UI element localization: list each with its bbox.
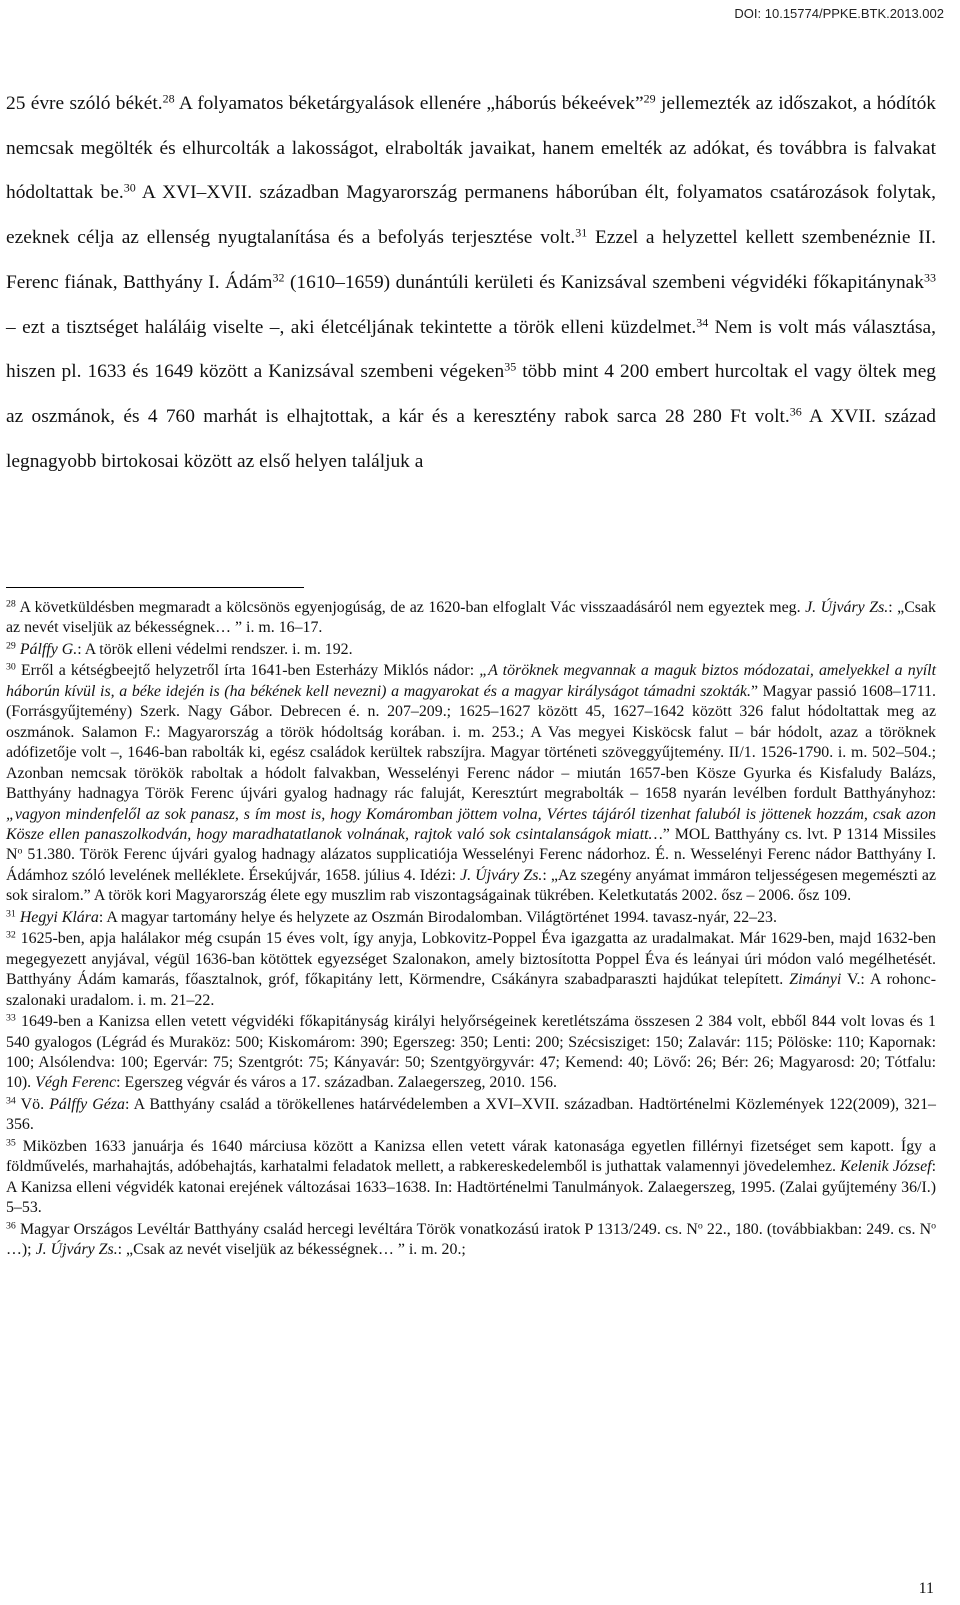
footnote	[6, 598, 936, 639]
text-run: : A magyar tartomány helye és helyzete az Oszmán Birodalomban. Világtörténet 1994. tavasz-nyár, 22–23.	[98, 908, 777, 926]
text-run: – ezt a tisztséget haláláig viselte –, aki életcéljának tekintette a török elleni küzdelmet.	[6, 316, 697, 338]
footnote-separator	[6, 587, 304, 588]
text-run: : „Az szegény anyámat immáron teljességesen megemészti az sok siralom.” A török kori Magyarország élete egy muszlim rab viszontagságainak tükrében. Keletkutatás 2002. ősz – 2006. ősz 109.	[6, 866, 937, 905]
text-run: 1625-ben, apja halálakor még csupán 15 éves volt, így anyja, Lobkovitz-Poppel Éva igazgatta az uradalmakat. Már 1629-ben, majd 1632-ben megegyezett anyjával, végül 1636-ban kötöttek egyezséget Szalonakon, amely biztosította Poppel Éva és leányai úri módon való megélhetését. Batthyány Ádám kamarás, főasztalnok, gróf, főkapitány lett, Körmendre, Csákányra szabadparaszti hajdúkat telepített.	[6, 930, 936, 989]
italic-text: Pálffy G.	[19, 640, 78, 658]
footnote-ref: 32	[6, 929, 16, 941]
footnote-ref: 28	[162, 91, 175, 106]
footnote	[6, 1137, 936, 1219]
text-run: : A Batthyány család a törökellenes határvédelemben a XVI–XVII. században. Hadtörténelmi Közlemények 122(2009), 321–356.	[6, 1095, 937, 1134]
footnote-ref: 30	[6, 661, 16, 673]
text-run: ” MOL Batthyány cs. lvt. P 1314 Missiles N	[6, 825, 936, 864]
text-run: A XVII. század legnagyobb birtokosai között az első helyen találjuk a	[6, 405, 936, 472]
text-run: 22., 180. (továbbiakban: 249. cs. N	[702, 1220, 932, 1238]
text-run: Erről a kétségbeejtő helyzetről írta 1641-ben Esterházy Miklós nádor:	[15, 662, 480, 680]
text-run: ” Magyar passió 1608–1711. (Forrásgyűjtemény) Szerk. Nagy Gábor. Debrecen é. n. 207–209.; 1625–1627 között 45, 1627–1642 között 326 falut hódoltattak meg az oszmánok. Salamon F.: Magyarország a török hódoltság korában. i. m. 253.; A Vas megyei Kisköcsk falut – bár hódolt, azaz a töröknek adófizetője volt –, 1646-ban rabolták ki, egész családok kerültek rabszíjra. Magyar történeti szöveggyűjtemény. II/1. 1526-1790. i. m. 502–504.; Azonban nemcsak törökök raboltak a hódolt falvakban, Wesselényi Ferenc nádor – miután 1657-ben Kösze Gyurka és Kisfaludy Balázs, Batthyány hadnagya Török Ferenc újvári gyalog hadnagy rác faluját, Keresztúrt megrabolták – 1658 nyarán levélben fordult Batthyányhoz:	[6, 682, 936, 803]
text-run: V.: A rohonc-szalonaki uradalom. i. m. 21–22.	[6, 971, 936, 1009]
text-run: A követküldésben megmaradt a kölcsönös egyenjogúság, de az 1620-ban elfoglalt Vác visszaadásáról nem egyeztek meg.	[15, 599, 806, 616]
footnote-ref: 34	[696, 314, 709, 329]
doi-header: DOI: 10.15774/PPKE.BTK.2013.002	[734, 6, 944, 21]
text-run: 51.380. Török Ferenc újvári gyalog hadnagy alázatos supplicatiója Wesselényi Ferenc nádorhoz. É. n. Wesselényi Ferenc nádor Batthyány I. Ádámhoz szóló levelének melléklete. Érsekújvár, 1658. július 4. Idézi:	[6, 846, 936, 884]
text-run: A XVI–XVII. században Magyarország permanens háborúban élt, folyamatos csatározások folytak, ezeknek célja az ellenség nyugtalanítása és a befolyás terjesztése volt.	[6, 182, 936, 249]
text-run: Miközben 1633 januárja és 1640 márciusa között a Kanizsa ellen vetett várak katonasága egyetlen fillérnyi fizetséget sem kapott. Így a földművelés, marhahajtás, adóbehajtás, karhatalmi feladatok mellett, a rabkereskedelemből is juthattak valamennyi jövedelemhez.	[6, 1137, 936, 1176]
text-run: több mint 4 200 embert hurcoltak el vagy öltek meg az oszmánok, és 4 760 marhát is elhajtottak, a kár és a keresztény rabok sarca 28 280 Ft volt.	[6, 361, 936, 427]
footnote-ref: 29	[6, 640, 16, 652]
text-run: : A török elleni védelmi rendszer. i. m. 192.	[77, 640, 353, 658]
footnote-ref: o	[697, 1220, 703, 1232]
text-run: 25 évre szóló békét.	[6, 93, 163, 114]
footnote	[6, 908, 936, 928]
footnote	[6, 1220, 936, 1261]
footnote-ref: 30	[123, 180, 136, 195]
page-number: 11	[918, 1580, 934, 1597]
footnote-ref: 31	[6, 908, 16, 920]
text-run: A folyamatos béketárgyalások ellenére „háborús békeévek”	[174, 93, 644, 114]
italic-text: J. Újváry Zs.	[460, 866, 543, 884]
text-run: : „Csak az nevét viseljük az békességnek… ” i. m. 20.;	[117, 1241, 466, 1259]
italic-text: Kelenik József	[840, 1158, 932, 1176]
italic-text: J. Újváry Zs.	[805, 599, 889, 616]
footnote-ref: 34	[6, 1095, 16, 1107]
footnote	[6, 640, 936, 660]
italic-text: Pálffy Géza	[49, 1095, 125, 1113]
text-run: : Egerszeg végvár és város a 17. században. Zalaegerszeg, 2010. 156.	[116, 1074, 557, 1092]
text-run: (1610–1659) dunántúli kerületi és Kanizsával szembeni végvidéki főkapitánynak	[284, 271, 924, 293]
footnote	[6, 1095, 936, 1136]
italic-text: Hegyi Klára	[19, 908, 99, 926]
text-run: Magyar Országos Levéltár Batthyány család hercegi levéltára Török vonatkozású iratok P 1313/249. cs. N	[15, 1220, 698, 1238]
footnotes	[6, 598, 936, 1262]
footnote-ref: 28	[6, 598, 16, 610]
footnote	[6, 661, 936, 906]
text-run: Ezzel a helyzettel kellett szembenéznie II. Ferenc fiának, Batthyány I. Ádám	[6, 227, 936, 293]
text-run: …);	[6, 1241, 36, 1259]
footnote-ref: 31	[575, 225, 588, 240]
footnote-ref: o	[17, 846, 23, 858]
footnote-ref: 36	[789, 404, 802, 419]
footnote-ref: 33	[6, 1012, 16, 1024]
main-paragraph	[6, 82, 936, 484]
text-run: 1649-ben a Kanizsa ellen vetett végvidéki főkapitányság királyi helyőrségeinek keretlétszáma összesen 2 384 volt, ebből 844 volt lovas és 1 540 gyalogos (Légrád és Muraköz: 500; Kiskomárom: 390; Egerszeg: 350; Lenti: 200; Szécsisziget: 150; Zalavár: 115; Pölöske: 110; Kapornak: 100; Alsólendva: 100; Egervár: 75; Szentgrót: 75; Kányavár: 50; Szentgyörgyvár: 47; Kemend: 40; Lövő: 26; Bér: 26; Magyarosd: 20; Tótfalu: 10).	[6, 1013, 936, 1092]
italic-text: „A töröknek megvannak a maguk biztos módozatai, amelyekkel a nyílt háborún kívül is, a béke idején is (ha békének kell nevezni) a magyarokat és a magyar királyságot támadni szokták.	[6, 662, 936, 700]
footnote-ref: 35	[6, 1137, 16, 1149]
footnote	[6, 929, 936, 1011]
italic-text: J. Újváry Zs.	[35, 1241, 118, 1259]
footnote-ref: 36	[6, 1220, 16, 1232]
footnote-ref: 29	[643, 91, 656, 106]
italic-text: Végh Ferenc	[35, 1074, 117, 1092]
text-run: : „Csak az nevét viseljük az békességnek… ” i. m. 16–17.	[6, 599, 936, 637]
footnote	[6, 1012, 936, 1094]
text-run: Nem is volt más választása, hiszen pl. 1633 és 1649 között a Kanizsával szembeni végeken	[6, 316, 936, 383]
text-run: jellemezték az időszakot, a hódítók nemcsak megölték és elhurcolták a lakosságot, elrabolták javaikat, hanem emelték az adókat, és továbbra is falvakat hódoltattak be.	[6, 93, 936, 204]
text-run: : A Kanizsa elleni végvidék katonai erejének változásai 1633–1638. In: Hadtörténelmi Tanulmányok. Zalaegerszeg, 1995. (Zalai gyűjtemény 36/I.) 5–53.	[6, 1158, 936, 1217]
footnote-ref: o	[931, 1220, 936, 1232]
italic-text: Zimányi	[789, 971, 842, 989]
footnote-ref: 35	[504, 359, 517, 374]
text-run: Vö.	[15, 1095, 50, 1113]
footnote-ref: 32	[272, 270, 285, 285]
footnote-ref: 33	[923, 270, 936, 285]
italic-text: „vagyon mindenfelől az sok panasz, s ím most is, hogy Komáromban jöttem volna, Vértes tájáról tizenhat faluból is jöttenek hozzám, csak azon Kösze ellen panaszolkodván, hogy maradhatatlanok volnának, rajtok való sok csintalanságok miatt…	[6, 805, 936, 843]
